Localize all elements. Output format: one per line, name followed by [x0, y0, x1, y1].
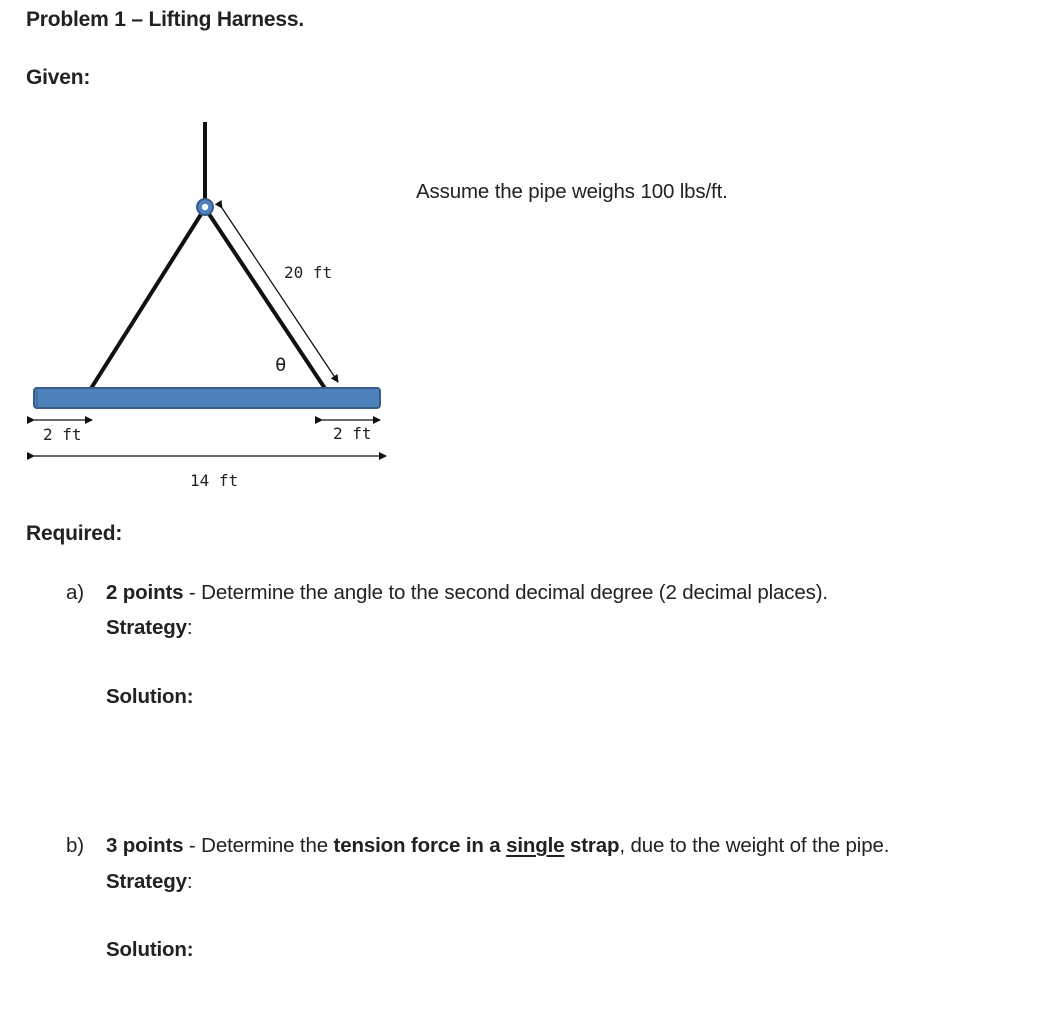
part-a-marker: a) — [66, 581, 84, 604]
part-b-task-bold-2: strap — [564, 834, 620, 857]
left-strap — [90, 208, 205, 390]
pipe-length-label: 14 ft — [190, 471, 239, 490]
part-a-solution-label: Solution: — [106, 685, 194, 708]
given-label: Given: — [26, 66, 91, 89]
angle-theta-label: θ — [275, 354, 287, 376]
part-b-task-text-2: , due to the weight of the pipe. — [619, 834, 890, 857]
lifting-ring-hole — [202, 204, 208, 210]
part-b-strategy — [106, 870, 192, 894]
left-overhang-label: 2 ft — [43, 425, 82, 444]
part-b-strategy-label: Strategy — [106, 870, 187, 893]
part-a-strategy — [106, 616, 192, 640]
part-a-task-text: - Determine the angle to the second decimal degree (2 decimal places). — [183, 581, 828, 604]
part-a-strategy-label: Strategy — [106, 616, 187, 639]
part-a-task — [106, 581, 828, 605]
problem-title: Problem 1 – Lifting Harness. — [26, 8, 304, 31]
part-b-solution-label: Solution: — [106, 938, 194, 961]
pipe-weight-assumption: Assume the pipe weighs 100 lbs/ft. — [416, 180, 728, 203]
part-a-points: 2 points — [106, 581, 184, 604]
part-b-task-single-underlined: single — [506, 834, 565, 857]
strap-length-label: 20 ft — [284, 263, 333, 282]
right-strap — [205, 208, 326, 390]
part-b-strategy-colon: : — [186, 870, 193, 893]
required-label: Required: — [26, 522, 123, 545]
right-overhang-label: 2 ft — [333, 424, 372, 443]
part-b-task — [106, 834, 889, 858]
part-b-points: 3 points — [106, 834, 184, 857]
part-b-marker: b) — [66, 834, 84, 857]
pipe — [34, 388, 380, 408]
part-b-task-text-1: - Determine the — [183, 834, 334, 857]
part-a-strategy-colon: : — [186, 616, 193, 639]
part-b-task-bold-1: tension force in a — [333, 834, 507, 857]
